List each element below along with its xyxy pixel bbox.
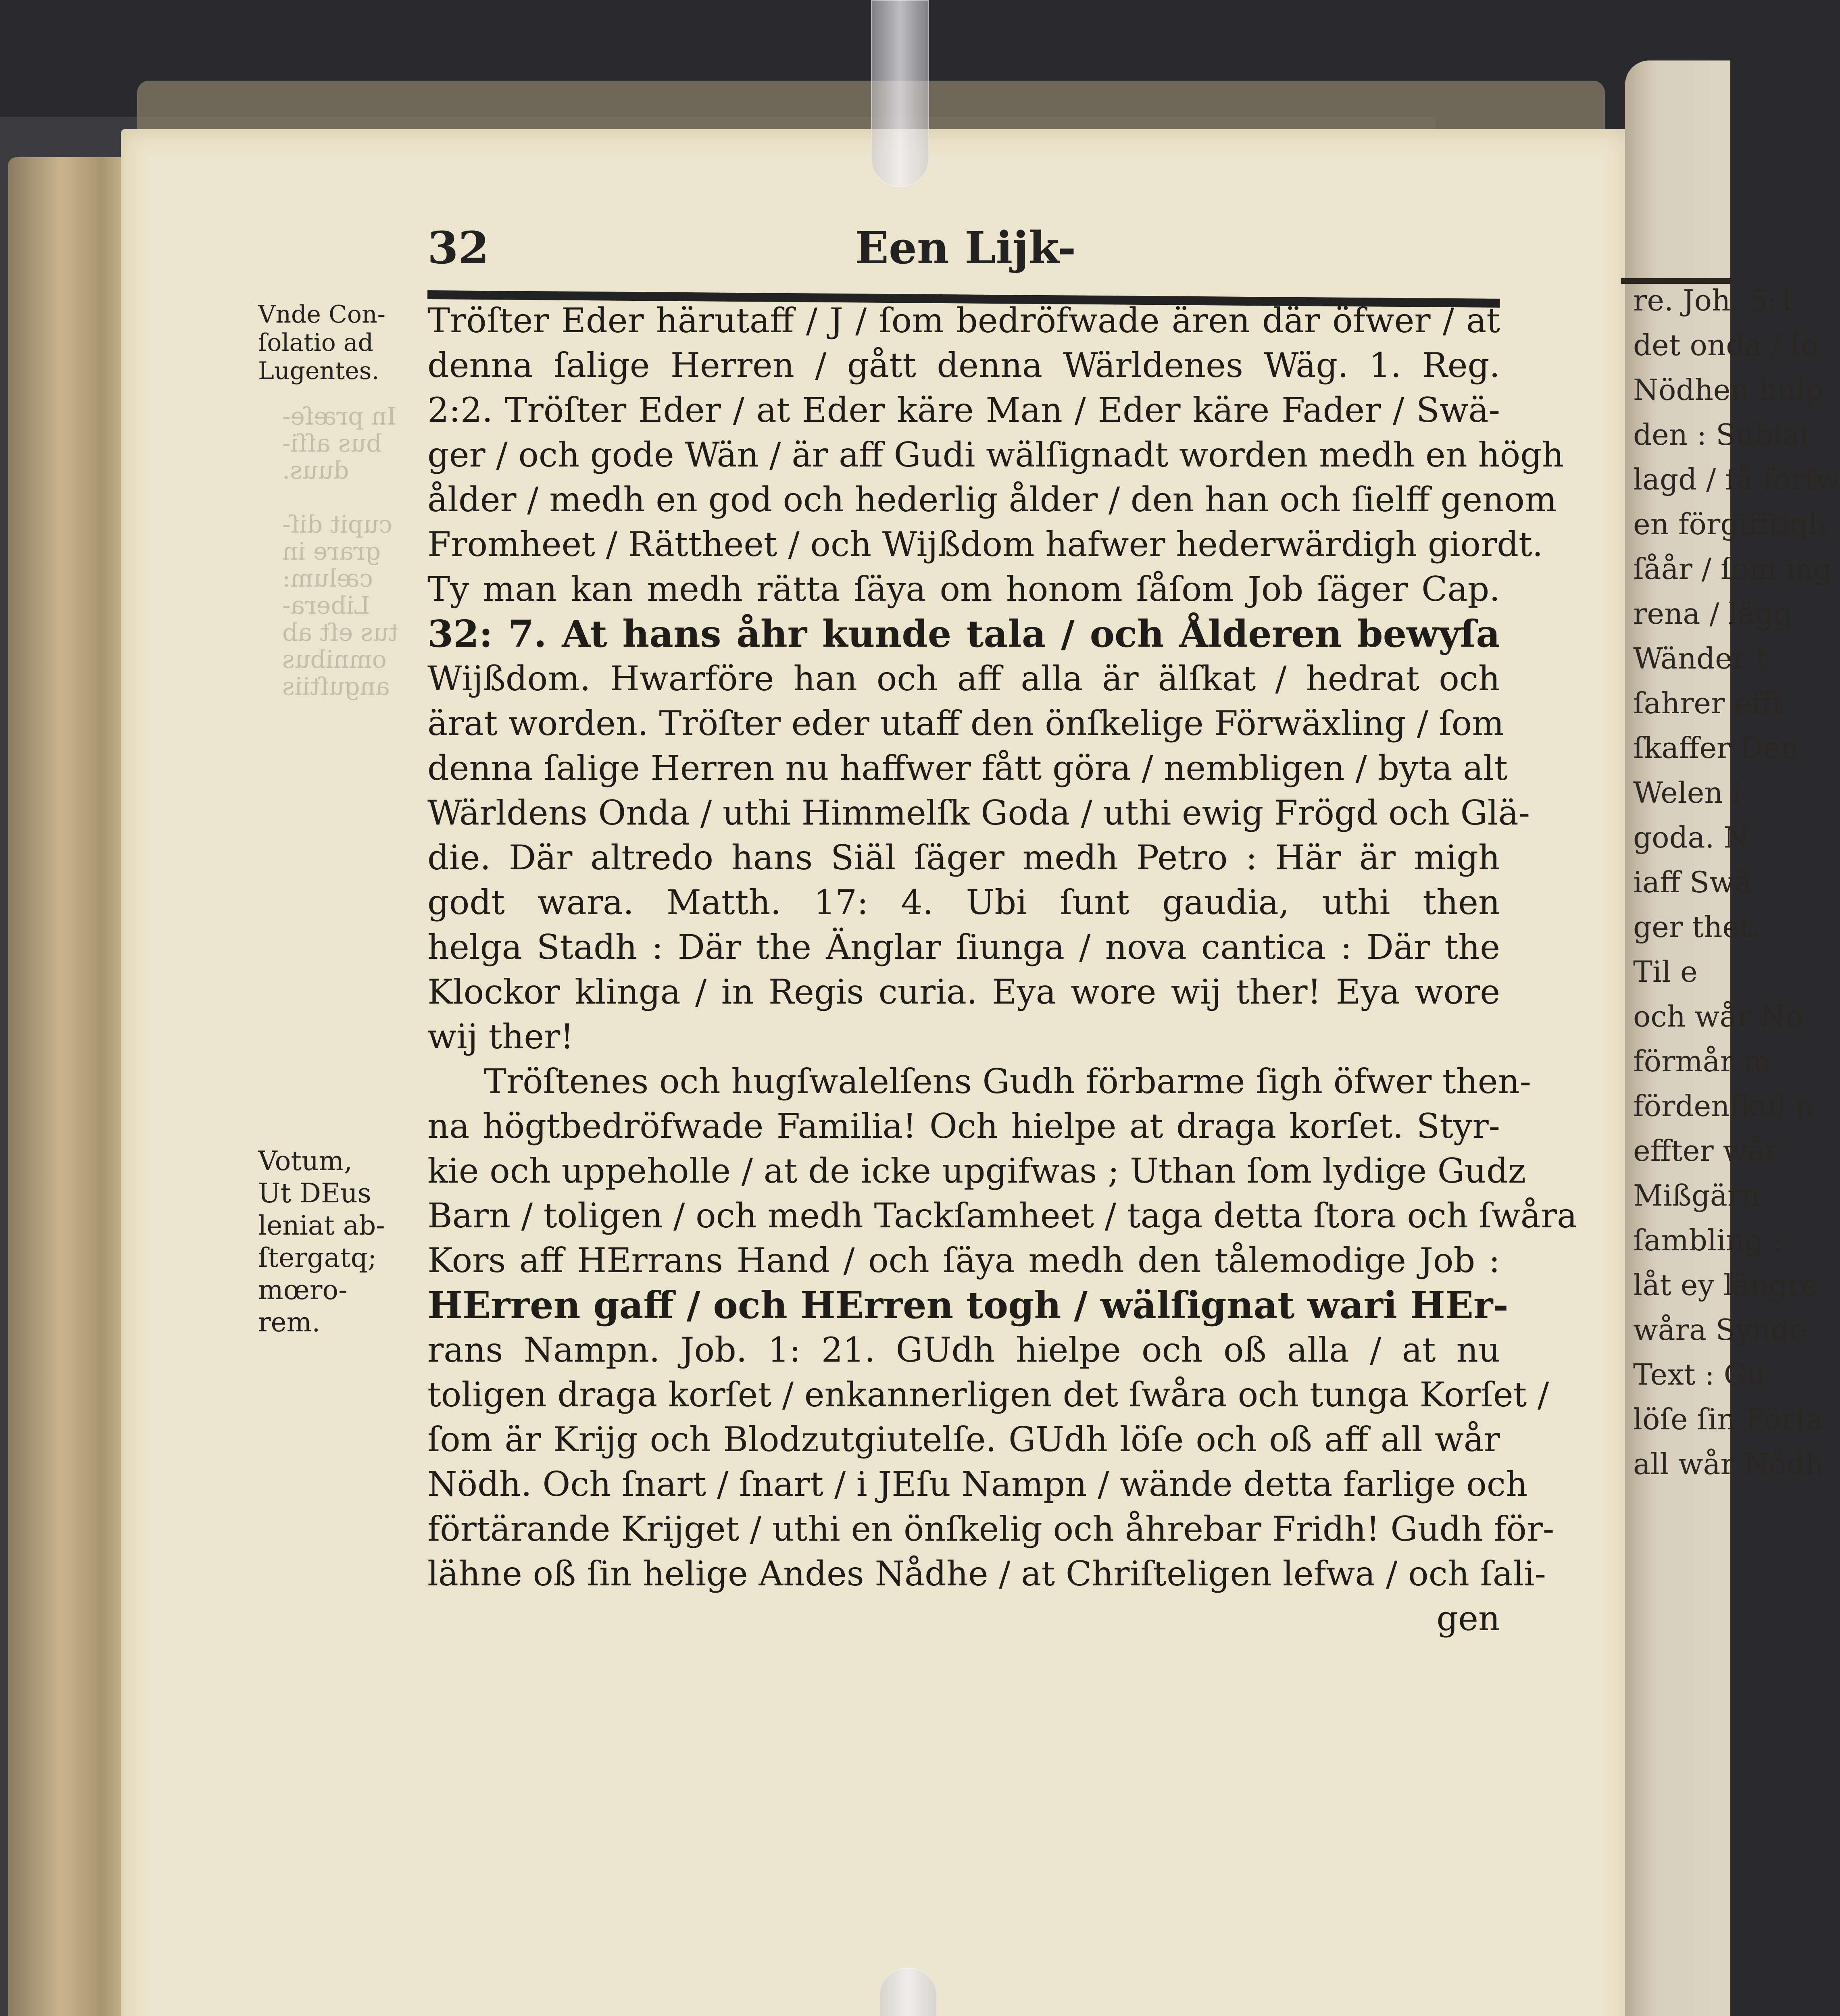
facing-text-line: Welen i xyxy=(1633,776,1742,810)
facing-text-line: ſahrer efft xyxy=(1633,686,1784,720)
text-line: Tröſter Eder härutaff / J / ſom bedröfwade ären där öfwer / at xyxy=(427,301,1500,340)
facing-text-line: och wår Nö xyxy=(1633,1000,1803,1033)
facing-text-line: Mißgärn xyxy=(1633,1179,1760,1212)
margin-note-line: ſolatio ad xyxy=(258,329,373,357)
bleed-through-line: In præſe- xyxy=(282,402,396,431)
text-line: denna ſalige Herren nu haffwer fått göra / nembligen / byta alt xyxy=(427,748,1508,788)
text-line: Kors aff HErrans Hand / och ſäya medh den tålemodige Job : xyxy=(427,1241,1500,1280)
text-line: na högtbedröfwade Familia! Och hielpe at draga korſet. Styr- xyxy=(427,1106,1500,1146)
text-line: förtärande Krijget / uthi en önſkelig och åhrebar Fridh! Gudh för- xyxy=(427,1509,1555,1549)
text-line: ärat worden. Tröſter eder utaff den önſkelige Förwäxling / ſom xyxy=(427,704,1504,743)
facing-text-line: Text : Gu xyxy=(1633,1358,1766,1391)
facing-text-line: rena / lägg xyxy=(1633,597,1792,631)
facing-text-line: Til e xyxy=(1633,955,1698,989)
facing-text-line: lagd / ſå förſw xyxy=(1633,462,1840,496)
text-line: Nödh. Och ſnart / ſnart / i JEſu Nampn / wände detta farlige och xyxy=(427,1464,1528,1504)
facing-text-line: effter wår xyxy=(1633,1134,1779,1168)
text-line: wij ther! xyxy=(427,1017,574,1056)
text-line: ålder / medh en god och hederlig ålder / den han och ſielff genom xyxy=(427,480,1557,519)
margin-note-consolatio xyxy=(258,300,411,385)
page-header xyxy=(427,218,1500,274)
text-line: Wijßdom. Hwarföre han och aff alla är älſkat / hedrat och xyxy=(427,659,1500,698)
facing-text-line: en förgifftigh xyxy=(1633,507,1827,541)
text-line: kie och uppeholle / at de icke upgifwas ; Uthan ſom lydige Gudz xyxy=(427,1151,1526,1191)
bleed-through-line: anguſtiis xyxy=(282,673,390,701)
bleed-through-line: tus eſt ab xyxy=(282,619,398,647)
margin-note-line: Lugentes. xyxy=(258,357,379,385)
bleed-through-line: bus aſſi- xyxy=(282,429,382,458)
text-line: lähne oß ſin helige Andes Nådhe / at Chriſteligen lefwa / och ſali- xyxy=(427,1554,1546,1593)
text-line: denna ſalige Herren / gått denna Wärldenes Wäg. 1. Reg. xyxy=(427,346,1500,385)
margin-note-line: rem. xyxy=(258,1307,321,1338)
text-line: Klockor klinga / in Regis curia. Eya wore wij ther! Eya wore xyxy=(427,972,1500,1012)
facing-text-line: den : Sublat xyxy=(1633,418,1811,452)
bleed-through-line: duus. xyxy=(282,456,349,485)
bleed-through-line: grare in xyxy=(282,537,381,566)
facing-text-line: ſåår / ſom ing xyxy=(1633,552,1832,586)
facing-page-text xyxy=(1633,278,1840,1487)
facing-text-line: all wår Nödh xyxy=(1633,1447,1824,1481)
facing-text-line: låt ey längre xyxy=(1633,1268,1819,1302)
text-line: 2:2. Tröſter Eder / at Eder käre Man / Eder käre Fader / Swä- xyxy=(427,390,1500,430)
margin-note-line: Votum, xyxy=(258,1145,352,1177)
margin-note-line: mœro- xyxy=(258,1275,348,1306)
margin-note-line: Ut DEus xyxy=(258,1178,371,1209)
text-line: 32: 7. At hans åhr kunde tala / och Ålderen bewyſa xyxy=(427,612,1500,656)
facing-text-line: wåra Synde xyxy=(1633,1313,1807,1347)
margin-note-line: ſtergatq; xyxy=(258,1242,377,1273)
bleed-through-line xyxy=(282,484,419,511)
facing-text-line: förmår m xyxy=(1633,1044,1771,1078)
page-number: 32 xyxy=(427,222,490,274)
text-line: Fromheet / Rättheet / och Wijßdom hafwer hederwärdigh giordt. xyxy=(427,525,1543,564)
margin-note-line: Vnde Con- xyxy=(258,300,386,329)
text-line: ger / och gode Wän / är aff Gudi wälſignadt worden medh en högh xyxy=(427,435,1564,475)
body-text xyxy=(427,298,1577,1641)
facing-text-line: ſambling : xyxy=(1633,1223,1782,1257)
text-line: die. Där altredo hans Siäl ſäger medh Petro : Här är migh xyxy=(427,838,1500,877)
facing-text-line: ſkaffer Den xyxy=(1633,731,1799,765)
text-line: toligen draga korſet / enkannerligen det ſwåra och tunga Korſet / xyxy=(427,1375,1549,1414)
facing-text-line: det onda / ſo xyxy=(1633,328,1819,362)
text-line: HErren gaff / och HErren togh / wälſignat wari HEr- xyxy=(427,1283,1509,1327)
facing-text-line: ger thet. xyxy=(1633,910,1761,944)
facing-text-line: Nödhen hulp xyxy=(1633,373,1824,407)
text-line: godt wara. Matth. 17: 4. Ubi ſunt gaudia, uthi then xyxy=(427,883,1500,922)
text-line: ſom är Krijg och Blodzutgiutelſe. GUdh löſe och oß aff all wår xyxy=(427,1420,1500,1459)
margin-note-votum xyxy=(258,1145,411,1339)
facing-text-line: iaff Swä xyxy=(1633,865,1752,899)
bleed-through-line: cælum: xyxy=(282,564,373,593)
text-line: Tröſtenes och hugſwalelſens Gudh förbarme ſigh öfwer then- xyxy=(484,1062,1531,1101)
text-line: rans Nampn. Job. 1: 21. GUdh hielpe och oß alla / at nu xyxy=(427,1330,1500,1370)
text-line: Ty man kan medh rätta ſäya om honom ſåſom Job ſäger Cap. xyxy=(427,569,1500,609)
facing-text-line: Wänder t xyxy=(1633,641,1767,675)
facing-text-line: goda. N xyxy=(1633,821,1749,854)
text-line: Barn / toligen / och medh Tackſamheet / taga detta ſtora och ſwåra xyxy=(427,1196,1577,1235)
running-head: Een Lijk- xyxy=(855,222,1076,274)
bleed-through-line: cupit diſ- xyxy=(282,510,393,539)
bleed-through-line: Libera- xyxy=(282,591,370,620)
page-clip-top xyxy=(871,0,929,187)
margin-note-line: leniat ab- xyxy=(258,1210,385,1241)
text-line: Wärldens Onda / uthi Himmelſk Goda / uthi ewig Frögd och Glä- xyxy=(427,793,1530,833)
facing-text-line: fördenſkul n xyxy=(1633,1089,1814,1123)
text-line: gen xyxy=(1436,1599,1500,1638)
text-line: helga Stadh : Där the Änglar ſiunga / nova cantica : Där the xyxy=(427,927,1500,967)
facing-text-line: re. Joh. 5:1 xyxy=(1633,283,1796,317)
facing-text-line: löſe ſin Förſa xyxy=(1633,1402,1823,1436)
bleed-through-text xyxy=(282,403,419,700)
bleed-through-line: omnibus xyxy=(282,646,387,674)
